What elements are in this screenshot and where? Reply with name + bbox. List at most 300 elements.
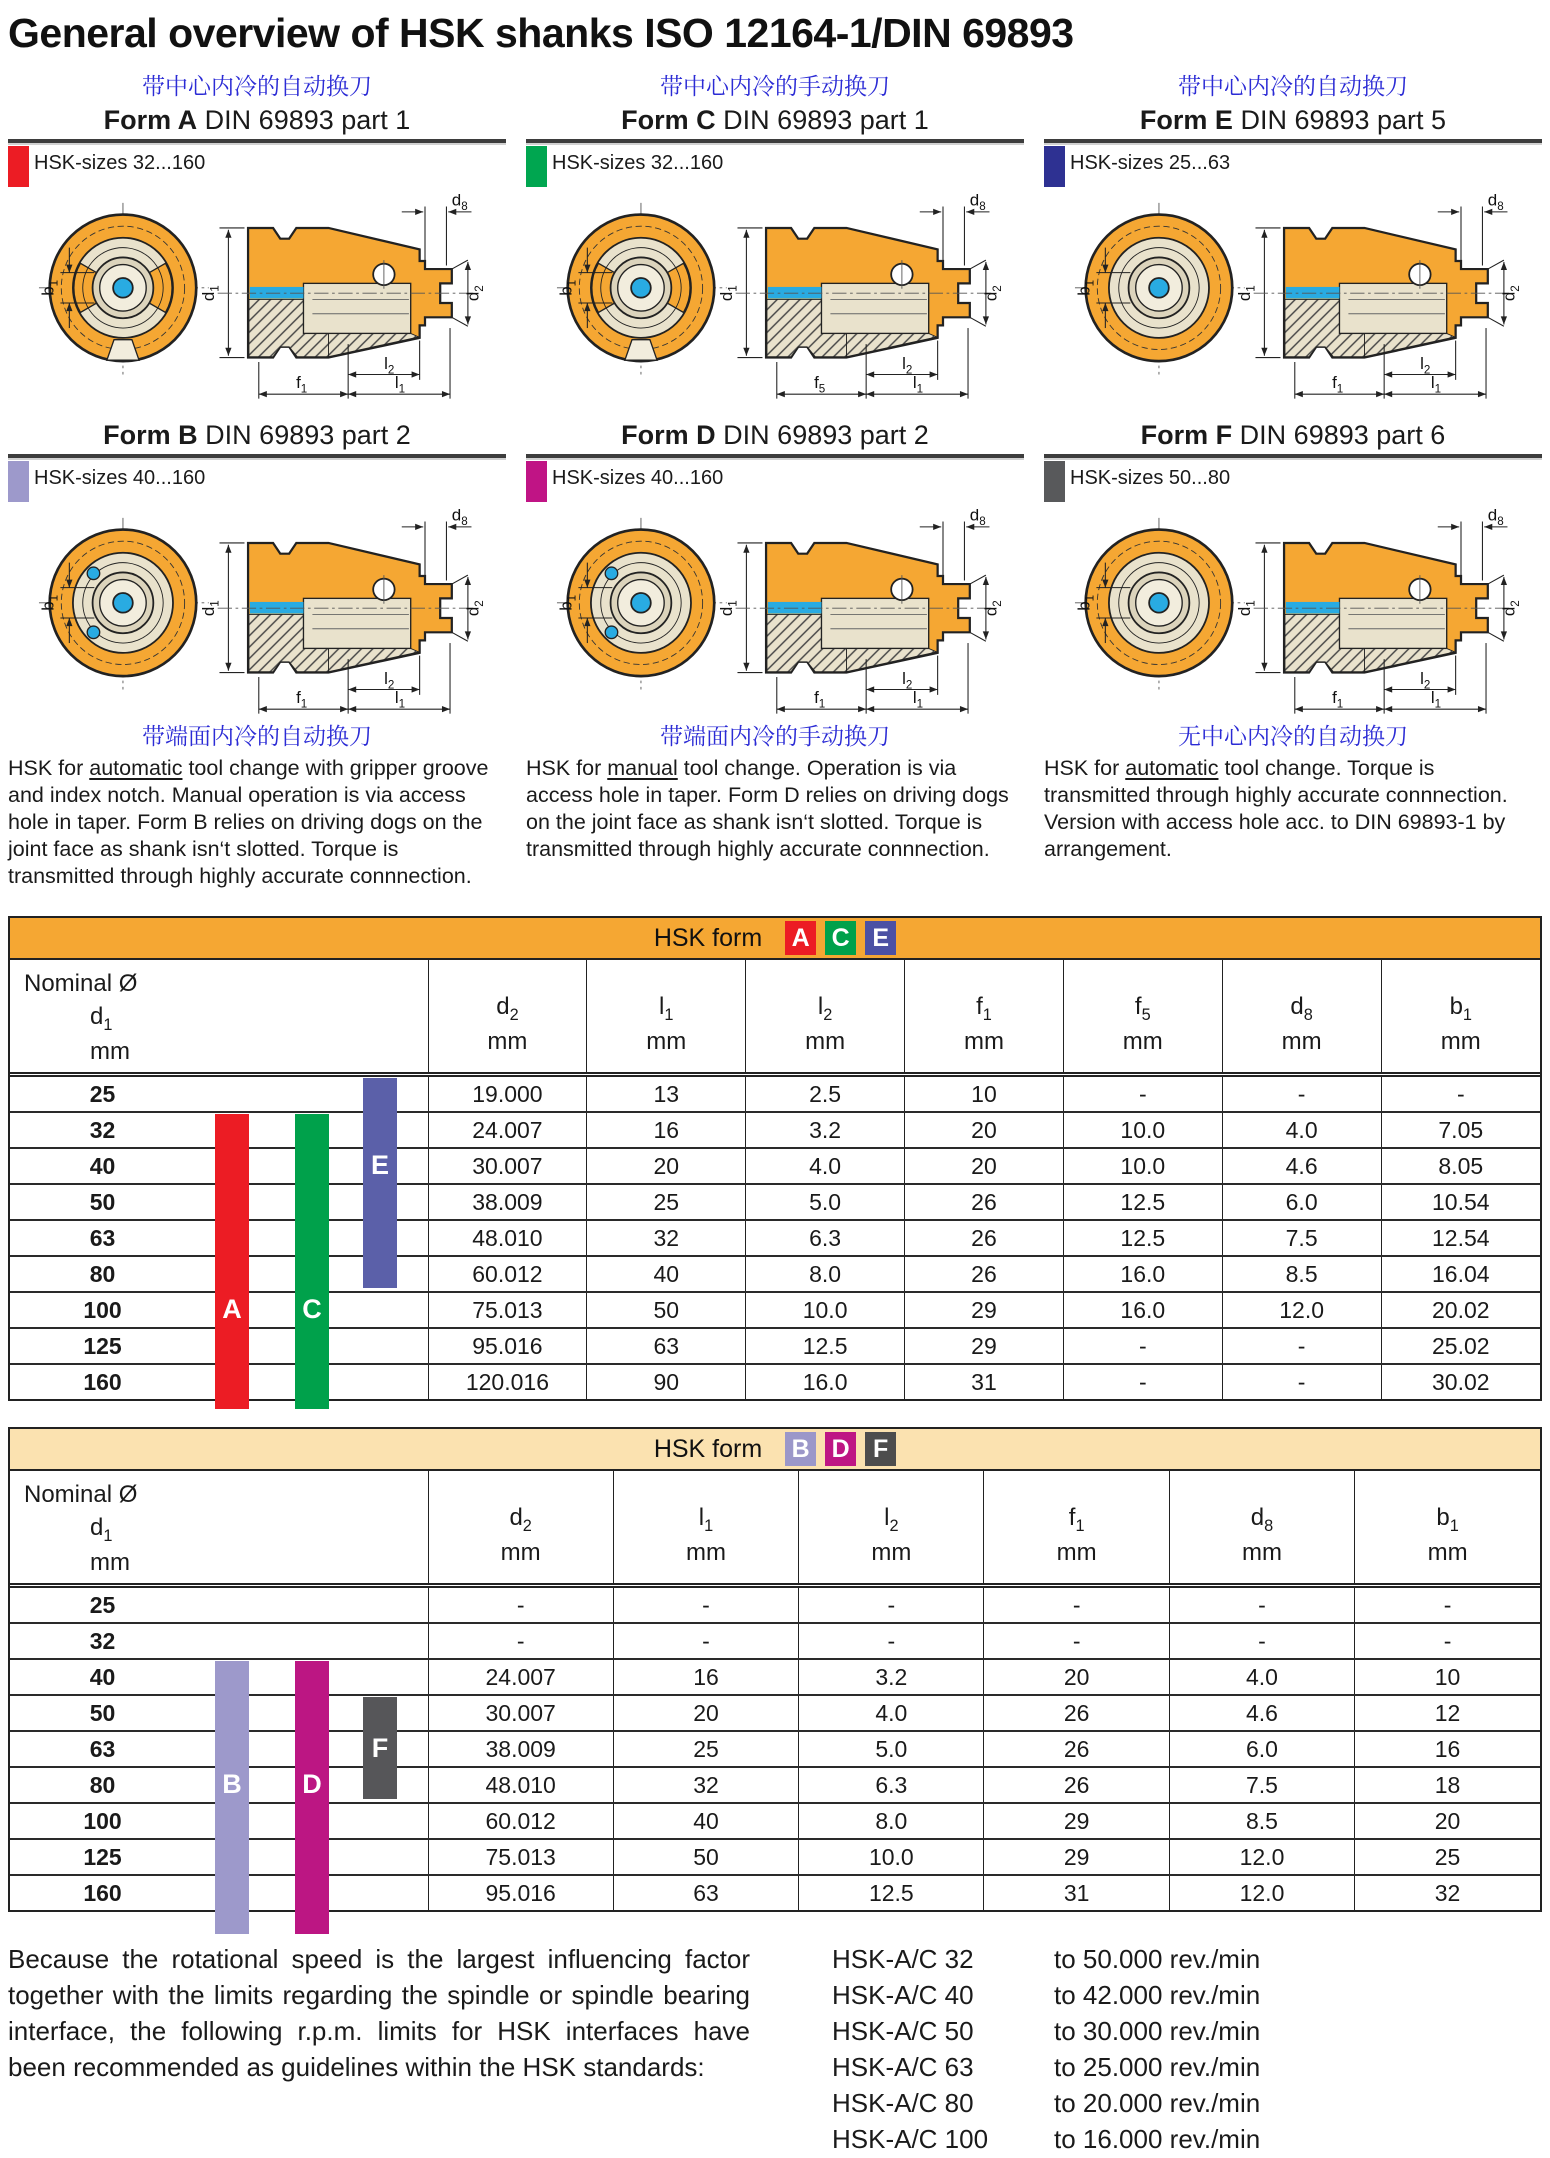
form-caption-chinese-bottom: 无中心内冷的自动换刀 <box>1178 723 1408 749</box>
form-caption-chinese: 带中心内冷的自动换刀 <box>142 73 372 99</box>
cell-value: 12 <box>1355 1695 1540 1731</box>
rpm-row <box>832 2050 1260 2086</box>
cell-value: - <box>1169 1623 1354 1659</box>
cell-value: 7.05 <box>1381 1112 1540 1148</box>
cell-d1: 125 <box>10 1839 428 1875</box>
cell-value: 12.54 <box>1381 1220 1540 1256</box>
cell-value: 16 <box>1355 1731 1540 1767</box>
form-badge-F: F <box>865 1432 896 1466</box>
form-range-bar-A <box>215 1255 249 1293</box>
table-title: HSK form <box>653 923 763 952</box>
cell-value: - <box>1063 1075 1222 1113</box>
svg-text:d2: $d_2$ <box>463 285 487 302</box>
form-card-D <box>526 418 1024 890</box>
cell-d1: 63 <box>10 1220 428 1256</box>
cell-value: 32 <box>613 1767 798 1803</box>
cell-d1: 160 <box>10 1875 428 1910</box>
hsk-sizes-label: HSK-sizes 32...160 <box>34 152 206 174</box>
svg-text:b1: $b_1$ <box>1074 279 1097 296</box>
cell-value: 4.6 <box>1222 1148 1381 1184</box>
cell-value: 40 <box>613 1803 798 1839</box>
cell-value: - <box>799 1586 984 1624</box>
cell-value: 48.010 <box>428 1220 587 1256</box>
dimension-table <box>10 960 1540 1399</box>
cell-value: 120.016 <box>428 1364 587 1399</box>
cell-value: 95.016 <box>428 1328 587 1364</box>
cell-value: 25.02 <box>1381 1328 1540 1364</box>
svg-text:b1: $b_1$ <box>38 279 61 296</box>
cell-value: 3.2 <box>746 1112 905 1148</box>
cell-value: 50 <box>613 1839 798 1875</box>
table-row <box>10 1767 1540 1803</box>
form-heading <box>1044 103 1542 139</box>
table-row <box>10 1586 1540 1624</box>
form-range-bar-C <box>295 1363 329 1409</box>
hsk-shank-drawing <box>526 509 1024 719</box>
table-row <box>10 1875 1540 1910</box>
col-f1: $f_1$ mm <box>905 960 1064 1075</box>
col-b1: $b_1$ mm <box>1355 1471 1540 1586</box>
svg-text:f1: $f_1$ <box>1332 372 1344 396</box>
cell-value: 12.0 <box>1169 1839 1354 1875</box>
form-range-letter-C: C <box>302 1294 322 1325</box>
form-standard: DIN 69893 part 2 <box>715 420 929 450</box>
col-f1: $f_1$ mm <box>984 1471 1169 1586</box>
svg-text:l1: $l_1$ <box>912 372 924 396</box>
cell-value: 30.02 <box>1381 1364 1540 1399</box>
rpm-list <box>832 1942 1260 2157</box>
cell-value: 12.5 <box>746 1328 905 1364</box>
cell-value: 20 <box>587 1148 746 1184</box>
form-range-bar-B <box>215 1661 249 1696</box>
form-range-bar-B <box>215 1802 249 1840</box>
cell-value: - <box>1063 1364 1222 1399</box>
form-name: Form A <box>103 105 198 135</box>
rpm-value: to 20.000 rev./min <box>1054 2087 1261 2118</box>
cell-value: 5.0 <box>746 1184 905 1220</box>
cell-value: 6.3 <box>746 1220 905 1256</box>
cell-value: 26 <box>905 1220 1064 1256</box>
form-range-bar-F <box>363 1697 397 1732</box>
form-range-bar-C <box>295 1255 329 1293</box>
form-standard: DIN 69893 part 5 <box>1232 105 1447 135</box>
cell-value: 12.5 <box>1063 1184 1222 1220</box>
form-heading <box>526 103 1024 139</box>
cell-value: 32 <box>587 1220 746 1256</box>
form-range-bar-E <box>363 1183 397 1221</box>
cell-value: 4.0 <box>1222 1112 1381 1148</box>
form-range-letter-A: A <box>222 1294 242 1325</box>
cell-value: 31 <box>905 1364 1064 1399</box>
form-name: Form F <box>1140 420 1233 450</box>
cell-value: 20 <box>905 1112 1064 1148</box>
form-card-F <box>1044 418 1542 890</box>
svg-text:d2: $d_2$ <box>981 285 1005 302</box>
hsk-sizes <box>526 146 1024 194</box>
heading-rule <box>1044 139 1542 143</box>
form-range-bar-D <box>295 1730 329 1768</box>
hsk-sizes-label: HSK-sizes 25...63 <box>1070 152 1231 174</box>
cell-value: 10.0 <box>1063 1148 1222 1184</box>
form-range-bar-A <box>215 1147 249 1185</box>
cell-d1: 63 F <box>10 1731 428 1767</box>
cell-value: - <box>1222 1075 1381 1113</box>
hsk-table-bdf <box>8 1427 1542 1912</box>
heading-rule <box>8 454 506 458</box>
form-heading <box>1044 418 1542 454</box>
table-row <box>10 1659 1540 1695</box>
svg-text:d8: $d_8$ <box>1487 194 1504 214</box>
hsk-sizes-label: HSK-sizes 50...80 <box>1070 467 1231 489</box>
svg-text:f1: $f_1$ <box>1332 687 1344 711</box>
svg-text:l2: $l_2$ <box>384 354 395 377</box>
table-row <box>10 1256 1540 1292</box>
cell-value: 10 <box>905 1075 1064 1113</box>
table-row <box>10 1803 1540 1839</box>
rpm-label: HSK-A/C 80 <box>832 2087 974 2118</box>
form-range-bar-A <box>215 1183 249 1221</box>
col-f5: $f_5$ mm <box>1063 960 1222 1075</box>
cell-value: - <box>1222 1364 1381 1399</box>
form-range-bar-E <box>363 1219 397 1257</box>
form-range-bar-D <box>295 1694 329 1732</box>
form-badge-E: E <box>865 921 896 955</box>
rpm-row <box>832 2086 1260 2122</box>
cell-value: 26 <box>984 1767 1169 1803</box>
cell-value: 38.009 <box>428 1184 587 1220</box>
cell-d1: 125 <box>10 1328 428 1364</box>
form-color-swatch <box>8 461 29 502</box>
cell-value: 2.5 <box>746 1075 905 1113</box>
rpm-label: HSK-A/C 50 <box>832 2016 974 2047</box>
col-d2: $d_2$ mm <box>428 960 587 1075</box>
form-range-bar-A <box>215 1327 249 1365</box>
rpm-label: HSK-A/C 63 <box>832 2052 974 2083</box>
form-badge-C: C <box>825 921 856 955</box>
form-description: HSK for automatic tool change with gripper groove and index notch. Manual operation is via access hole in taper. Form B relies on driving dogs on the joint face as shank isn‘t slotted. Torque is transmitted through highly accurate connnection. <box>8 756 489 889</box>
col-d8: $d_8$ mm <box>1222 960 1381 1075</box>
form-heading <box>8 418 506 454</box>
col-b1: $b_1$ mm <box>1381 960 1540 1075</box>
svg-text:b1: $b_1$ <box>38 594 61 611</box>
cell-value: 5.0 <box>799 1731 984 1767</box>
svg-text:d2: $d_2$ <box>981 600 1005 617</box>
hsk-shank-drawing <box>1044 194 1542 404</box>
cell-value: 63 <box>613 1875 798 1910</box>
svg-text:d8: $d_8$ <box>451 194 468 214</box>
form-range-bar-A <box>215 1219 249 1257</box>
footer-paragraph: Because the rotational speed is the largest influencing factor together with the limits regarding the spindle or spindle bearing interface, the following r.p.m. limits for HSK interfaces have been recommended as guidelines within the HSK standards: <box>8 1944 750 2083</box>
heading-rule <box>8 139 506 143</box>
cell-value: 8.0 <box>799 1803 984 1839</box>
cell-value: 16 <box>613 1659 798 1695</box>
cell-value: 16.0 <box>746 1364 905 1399</box>
cell-value: 75.013 <box>428 1292 587 1328</box>
form-color-swatch <box>526 461 547 502</box>
col-l2: $l_2$ mm <box>746 960 905 1075</box>
footer <box>8 1942 1542 2157</box>
cell-value: - <box>1222 1328 1381 1364</box>
cell-value: 60.012 <box>428 1803 613 1839</box>
cell-value: 29 <box>905 1292 1064 1328</box>
table-row <box>10 1328 1540 1364</box>
cell-value: 26 <box>905 1184 1064 1220</box>
cell-value: 4.6 <box>1169 1695 1354 1731</box>
form-caption-chinese: 带中心内冷的自动换刀 <box>1178 73 1408 99</box>
form-range-bar-A <box>215 1114 249 1149</box>
table-header-bar <box>10 1429 1540 1471</box>
form-color-swatch <box>8 146 29 187</box>
form-standard: DIN 69893 part 1 <box>197 105 411 135</box>
forms-row-bottom <box>8 418 1542 890</box>
technical-drawing <box>526 194 1024 404</box>
hsk-sizes-label: HSK-sizes 40...160 <box>552 467 724 489</box>
cell-value: - <box>984 1623 1169 1659</box>
form-name: Form D <box>621 420 716 450</box>
dimension-table <box>10 1471 1540 1910</box>
cell-value: 7.5 <box>1169 1767 1354 1803</box>
table-header-bar <box>10 918 1540 960</box>
cell-value: 24.007 <box>428 1112 587 1148</box>
cell-value: 8.0 <box>746 1256 905 1292</box>
form-standard: DIN 69893 part 2 <box>197 420 411 450</box>
form-name: Form B <box>103 420 198 450</box>
form-color-swatch <box>526 146 547 187</box>
form-range-bar-B <box>215 1694 249 1732</box>
cell-value: - <box>428 1586 613 1624</box>
rpm-value: to 16.000 rev./min <box>1054 2123 1261 2154</box>
cell-value: 6.3 <box>799 1767 984 1803</box>
cell-d1: 25 <box>10 1075 428 1113</box>
cell-value: 7.5 <box>1222 1220 1381 1256</box>
svg-text:d2: $d_2$ <box>463 600 487 617</box>
cell-value: 13 <box>587 1075 746 1113</box>
cell-value: 18 <box>1355 1767 1540 1803</box>
technical-drawing <box>8 509 506 719</box>
cell-d1: 160 <box>10 1364 428 1399</box>
cell-value: 16 <box>587 1112 746 1148</box>
cell-d1: 40 E <box>10 1148 428 1184</box>
cell-value: 75.013 <box>428 1839 613 1875</box>
form-card-E <box>1044 71 1542 404</box>
svg-text:d2: $d_2$ <box>1499 600 1523 617</box>
cell-value: 29 <box>984 1803 1169 1839</box>
cell-value: 10.0 <box>1063 1112 1222 1148</box>
svg-text:l2: $l_2$ <box>1420 354 1431 377</box>
cell-d1: 100 <box>10 1803 428 1839</box>
heading-rule <box>526 454 1024 458</box>
form-range-bar-A <box>215 1363 249 1409</box>
form-color-swatch <box>1044 146 1065 187</box>
cell-value: 38.009 <box>428 1731 613 1767</box>
cell-value: 8.5 <box>1169 1803 1354 1839</box>
cell-value: - <box>984 1586 1169 1624</box>
svg-text:f1: $f_1$ <box>814 687 826 711</box>
form-range-bar-E <box>363 1255 397 1288</box>
svg-text:b1: $b_1$ <box>1074 594 1097 611</box>
svg-text:b1: $b_1$ <box>556 279 579 296</box>
table-row <box>10 1292 1540 1328</box>
form-card-B <box>8 418 506 890</box>
page-title: General overview of HSK shanks ISO 12164-1/DIN 69893 <box>8 10 1074 56</box>
form-color-swatch <box>1044 461 1065 502</box>
hsk-sizes <box>1044 146 1542 194</box>
cell-value: 6.0 <box>1222 1184 1381 1220</box>
cell-d1: 40 <box>10 1659 428 1695</box>
cell-value: 8.5 <box>1222 1256 1381 1292</box>
technical-drawing <box>1044 509 1542 719</box>
table-row <box>10 1220 1540 1256</box>
cell-value: 60.012 <box>428 1256 587 1292</box>
cell-value: 4.0 <box>1169 1659 1354 1695</box>
cell-value: 10.54 <box>1381 1184 1540 1220</box>
table-row <box>10 1839 1540 1875</box>
form-range-bar-C <box>295 1327 329 1365</box>
form-standard: DIN 69893 part 6 <box>1232 420 1446 450</box>
cell-value: - <box>799 1623 984 1659</box>
heading-rule <box>1044 454 1542 458</box>
rpm-row <box>832 2122 1260 2158</box>
cell-value: 12.0 <box>1169 1875 1354 1910</box>
form-range-bar-D <box>295 1874 329 1934</box>
cell-value: 25 <box>587 1184 746 1220</box>
cell-value: - <box>1355 1586 1540 1624</box>
svg-text:d1: $d_1$ <box>199 285 222 302</box>
cell-value: 20 <box>613 1695 798 1731</box>
cell-d1: 80 <box>10 1256 428 1292</box>
cell-value: - <box>1169 1586 1354 1624</box>
cell-d1: 32 <box>10 1623 428 1659</box>
form-range-bar-B <box>215 1838 249 1876</box>
cell-d1: 100 A C <box>10 1292 428 1328</box>
cell-value: 10.0 <box>746 1292 905 1328</box>
svg-text:d8: $d_8$ <box>969 194 986 214</box>
form-caption-chinese-bottom: 带端面内冷的手动换刀 <box>660 723 890 749</box>
cell-d1: 25 <box>89 1591 116 1618</box>
hsk-sizes <box>8 146 506 194</box>
form-range-bar-B <box>215 1874 249 1934</box>
form-range-bar-E <box>363 1111 397 1149</box>
cell-value: 16.04 <box>1381 1256 1540 1292</box>
form-range-bar-D <box>295 1661 329 1696</box>
form-badge-A: A <box>785 921 816 955</box>
column-header-row <box>10 1471 1540 1586</box>
hsk-table-ace <box>8 916 1542 1401</box>
rpm-value: to 50.000 rev./min <box>1054 1944 1261 1975</box>
col-nominal: Nominal Ø $d_1$ mm <box>10 960 428 1075</box>
cell-value: 26 <box>984 1695 1169 1731</box>
heading-rule <box>526 139 1024 143</box>
svg-text:l1: $l_1$ <box>394 372 406 396</box>
cell-value: 25 <box>1355 1839 1540 1875</box>
svg-text:d1: $d_1$ <box>717 285 740 302</box>
svg-text:l2: $l_2$ <box>384 669 395 692</box>
hsk-sizes <box>1044 461 1542 509</box>
cell-value: 16.0 <box>1063 1292 1222 1328</box>
form-range-bar-B <box>215 1730 249 1768</box>
svg-text:l1: $l_1$ <box>1430 687 1442 711</box>
form-heading <box>8 103 506 139</box>
hsk-shank-drawing <box>526 194 1024 404</box>
forms-row-top <box>8 71 1542 404</box>
cell-value: - <box>1355 1623 1540 1659</box>
svg-text:l2: $l_2$ <box>902 669 913 692</box>
form-badge-D: D <box>825 1432 856 1466</box>
cell-value: 8.05 <box>1381 1148 1540 1184</box>
cell-value: - <box>613 1623 798 1659</box>
technical-drawing <box>526 509 1024 719</box>
svg-text:f5: $f_5$ <box>814 372 826 396</box>
svg-text:f1: $f_1$ <box>296 687 308 711</box>
hsk-shank-drawing <box>1044 509 1542 719</box>
rpm-label: HSK-A/C 100 <box>832 2123 989 2154</box>
cell-value: 50 <box>587 1292 746 1328</box>
table-row <box>10 1148 1540 1184</box>
cell-value: 3.2 <box>799 1659 984 1695</box>
rpm-label: HSK-A/C 32 <box>832 1944 974 1975</box>
form-caption-chinese-bottom: 带端面内冷的自动换刀 <box>142 723 372 749</box>
form-range-letter-D: D <box>302 1769 322 1800</box>
rpm-value: to 25.000 rev./min <box>1054 2052 1261 2083</box>
svg-text:l1: $l_1$ <box>394 687 406 711</box>
cell-value: 48.010 <box>428 1767 613 1803</box>
table-row <box>10 1184 1540 1220</box>
form-range-bar-C <box>295 1183 329 1221</box>
rpm-label: HSK-A/C 40 <box>832 1980 974 2011</box>
form-name: Form C <box>621 105 716 135</box>
form-range-bar-E <box>363 1078 397 1113</box>
form-caption-chinese: 带中心内冷的手动换刀 <box>660 73 890 99</box>
svg-text:d8: $d_8$ <box>969 509 986 529</box>
form-card-C <box>526 71 1024 404</box>
svg-text:d1: $d_1$ <box>199 600 222 617</box>
svg-text:d8: $d_8$ <box>1487 509 1504 529</box>
form-range-letter-E: E <box>370 1150 389 1181</box>
table-row <box>10 1075 1540 1113</box>
col-nominal: Nominal Ø $d_1$ mm <box>10 1471 428 1586</box>
form-range-letter-B: B <box>222 1769 242 1800</box>
cell-value: 30.007 <box>428 1695 613 1731</box>
form-range-bar-C <box>295 1114 329 1149</box>
cell-value: 29 <box>984 1839 1169 1875</box>
hsk-sizes-label: HSK-sizes 40...160 <box>34 467 206 489</box>
cell-value: 63 <box>587 1328 746 1364</box>
table-row <box>10 1731 1540 1767</box>
form-name: Form E <box>1139 105 1233 135</box>
hsk-sizes-label: HSK-sizes 32...160 <box>552 152 724 174</box>
form-range-bar-D <box>295 1802 329 1840</box>
cell-value: 25 <box>613 1731 798 1767</box>
cell-value: 12.5 <box>1063 1220 1222 1256</box>
col-d2: $d_2$ mm <box>428 1471 613 1586</box>
cell-value: - <box>613 1586 798 1624</box>
cell-value: - <box>428 1623 613 1659</box>
cell-value: 20 <box>905 1148 1064 1184</box>
rpm-value: to 42.000 rev./min <box>1054 1980 1261 2011</box>
rpm-row <box>832 1978 1260 2014</box>
cell-d1: 80 B D <box>10 1767 428 1803</box>
technical-drawing <box>1044 194 1542 404</box>
technical-drawing <box>8 194 506 404</box>
cell-value: 6.0 <box>1169 1731 1354 1767</box>
rpm-row <box>832 2014 1260 2050</box>
cell-value: - <box>1381 1075 1540 1113</box>
rpm-value: to 30.000 rev./min <box>1054 2016 1261 2047</box>
cell-value: 20.02 <box>1381 1292 1540 1328</box>
cell-value: 26 <box>984 1731 1169 1767</box>
svg-text:l2: $l_2$ <box>902 354 913 377</box>
svg-text:d1: $d_1$ <box>717 600 740 617</box>
